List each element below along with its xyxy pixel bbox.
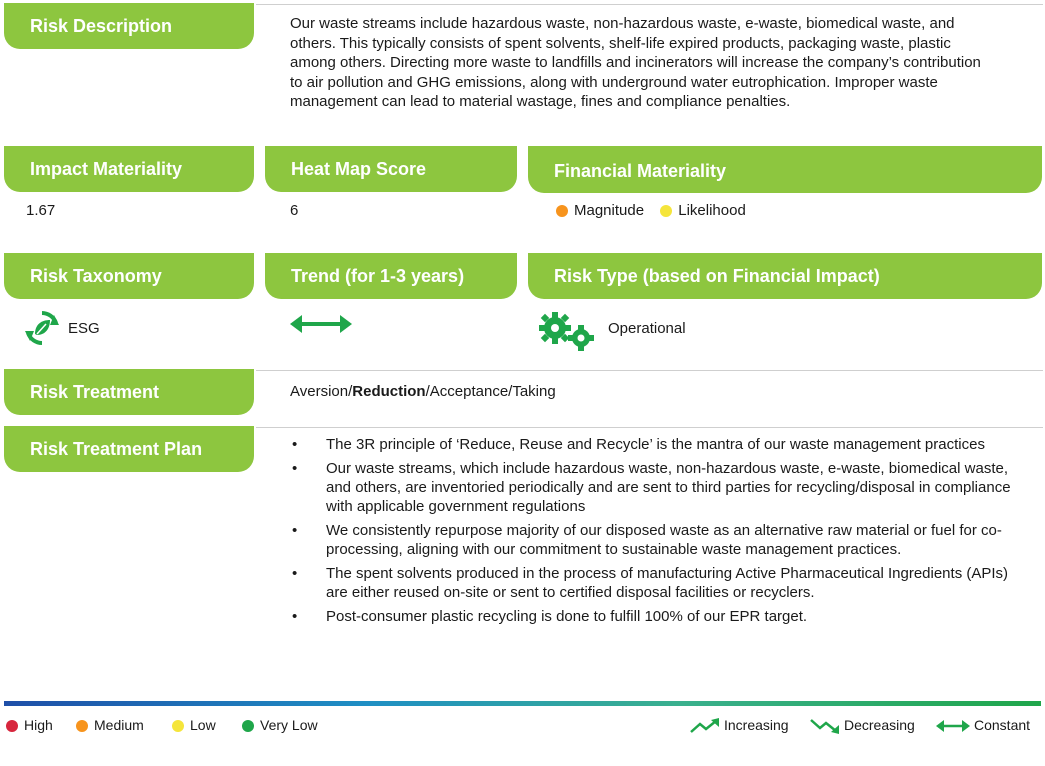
heat-map-score-value: 6 (290, 202, 299, 219)
risk-taxonomy-value: ESG (68, 320, 100, 337)
option-acceptance: Acceptance (429, 383, 509, 400)
option-aversion: Aversion (290, 383, 349, 400)
list-item (290, 459, 1030, 516)
financial-materiality-tab: Financial Materiality (528, 146, 1042, 193)
risk-treatment-plan-tab: Risk Treatment Plan (4, 426, 254, 472)
list-item-text: The 3R principle of ‘Reduce, Reuse and Recycle’ is the mantra of our waste management practices (326, 436, 985, 453)
esg-leaf-recycle-icon (24, 310, 60, 346)
divider (256, 427, 1043, 428)
risk-taxonomy-tab: Risk Taxonomy (4, 253, 254, 299)
option-taking: Taking (512, 383, 556, 400)
legend-label: Low (190, 717, 216, 733)
risk-description-tab: Risk Description (4, 3, 254, 49)
bullet: • (292, 460, 298, 477)
legend-constant (936, 716, 1030, 734)
gears-icon (538, 311, 596, 351)
legend-high (6, 716, 53, 734)
likelihood-label: Likelihood (678, 202, 746, 219)
impact-materiality-tab: Impact Materiality (4, 146, 254, 192)
list-item-text: We consistently repurpose majority of our disposed waste as an alternative raw material or fuel for co-processing, aligning with our commitment to sustainable waste management practices. (326, 522, 1002, 558)
legend-label: Decreasing (844, 717, 915, 733)
risk-type-value: Operational (608, 320, 686, 337)
separator: / (508, 383, 513, 400)
list-item (290, 607, 1030, 626)
list-item-text: The spent solvents produced in the process of manufacturing Active Pharmaceutical Ingredients (APIs) are either reused on-site or sent to certified disposal facilities or recyclers. (326, 565, 1009, 601)
heat-map-score-tab: Heat Map Score (265, 146, 517, 192)
risk-description-text: Our waste streams include hazardous waste, non-hazardous waste, e-waste, biomedical waste, and others. This typically consists of spent solvents, shelf-life expired products, packaging waste, plastic among others. Directing more waste to landfills and incinerators will increase the company’s contribution to air pollution and GHG emissions, along with underground water eutrophication. Improper waste management can lead to material wastage, fines and compliance penalties. (290, 15, 981, 110)
decreasing-arrow-icon (810, 718, 840, 734)
legend-low (172, 716, 216, 734)
high-dot (6, 720, 18, 732)
gradient-divider (4, 701, 1041, 706)
legend-label: Very Low (260, 717, 318, 733)
trend-tab: Trend (for 1-3 years) (265, 253, 517, 299)
risk-type-tab: Risk Type (based on Financial Impact) (528, 253, 1042, 299)
constant-arrow-icon (290, 314, 352, 334)
financial-materiality-legend (556, 201, 746, 221)
legend-decreasing (810, 716, 915, 734)
legend-medium (76, 716, 144, 734)
very-low-dot (242, 720, 254, 732)
list-item (290, 521, 1030, 559)
magnitude-dot (556, 205, 568, 217)
medium-dot (76, 720, 88, 732)
legend-increasing (690, 716, 789, 734)
increasing-arrow-icon (690, 718, 720, 734)
separator: / (348, 383, 353, 400)
bullet: • (292, 565, 298, 582)
bullet: • (292, 522, 298, 539)
impact-materiality-value: 1.67 (26, 202, 56, 219)
list-item (290, 564, 1030, 602)
risk-treatment-options (290, 382, 556, 402)
legend-very-low (242, 716, 318, 734)
list-item-text: Our waste streams, which include hazardous waste, non-hazardous waste, e-waste, biomedical waste, and others, are inventoried periodically and are sent to third parties for recycling/disposal in compliance with applicable government regulations (326, 460, 1011, 515)
separator: / (425, 383, 430, 400)
bullet: • (292, 436, 298, 453)
magnitude-label: Magnitude (574, 202, 645, 219)
legend-label: Medium (94, 717, 144, 733)
legend-label: High (24, 717, 53, 733)
divider (256, 4, 1043, 5)
likelihood-dot (660, 205, 672, 217)
constant-arrow-icon (936, 719, 970, 733)
legend-label: Constant (974, 717, 1031, 733)
bullet: • (292, 608, 298, 625)
list-item-text: Post-consumer plastic recycling is done to fulfill 100% of our EPR target. (326, 608, 808, 625)
divider (256, 370, 1043, 371)
option-reduction-selected: Reduction (352, 383, 426, 400)
list-item (290, 435, 1030, 454)
legend-label: Increasing (724, 717, 789, 733)
risk-treatment-plan-list (290, 435, 1030, 631)
risk-treatment-tab: Risk Treatment (4, 369, 254, 415)
low-dot (172, 720, 184, 732)
